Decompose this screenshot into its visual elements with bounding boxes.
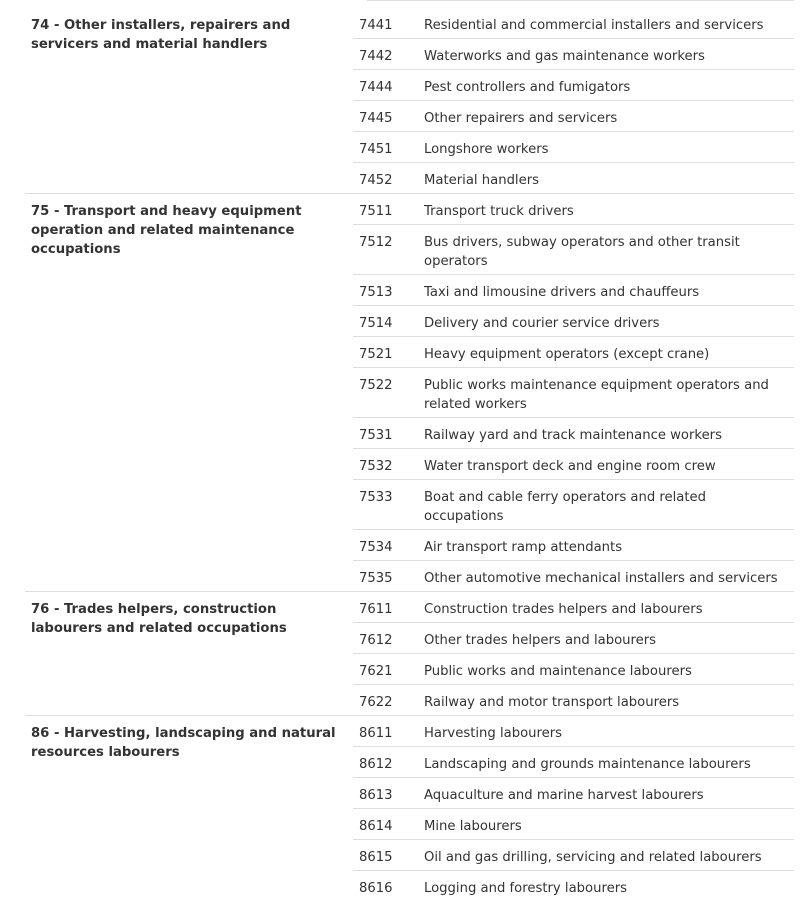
occupation-title: Other repairers and servicers [418,101,794,132]
occupation-code: 7611 [353,592,418,623]
occupation-table [25,8,794,901]
occupation-title: Heavy equipment operators (except crane) [418,337,794,368]
occupation-code: 8615 [353,840,418,871]
occupation-code: 7452 [353,163,418,194]
occupation-code: 7511 [353,194,418,225]
occupation-title: Water transport deck and engine room crew [418,449,794,480]
occupation-code: 7531 [353,418,418,449]
occupation-title: Other trades helpers and labourers [418,623,794,654]
occupation-title: Longshore workers [418,132,794,163]
occupation-code: 8611 [353,716,418,747]
occupation-title: Waterworks and gas maintenance workers [418,39,794,70]
occupation-title: Public works maintenance equipment operators and related workers [418,368,794,418]
occupation-code: 7444 [353,70,418,101]
occupation-title: Landscaping and grounds maintenance labourers [418,747,794,778]
table-row [25,592,794,623]
occupation-code: 8612 [353,747,418,778]
occupation-title: Other automotive mechanical installers and servicers [418,561,794,592]
occupation-code: 8613 [353,778,418,809]
occupation-title: Construction trades helpers and labourers [418,592,794,623]
occupation-code: 8614 [353,809,418,840]
occupation-code: 7534 [353,530,418,561]
occupation-title: Transport truck drivers [418,194,794,225]
occupation-code: 7521 [353,337,418,368]
occupation-title: Public works and maintenance labourers [418,654,794,685]
occupation-title: Material handlers [418,163,794,194]
occupation-title: Harvesting labourers [418,716,794,747]
occupation-code: 7442 [353,39,418,70]
occupation-code: 7445 [353,101,418,132]
occupation-code: 7513 [353,275,418,306]
occupation-title: Logging and forestry labourers [418,871,794,901]
occupation-title: Aquaculture and marine harvest labourers [418,778,794,809]
occupation-code: 7612 [353,623,418,654]
occupation-code: 7532 [353,449,418,480]
occupation-code: 7535 [353,561,418,592]
occupation-title: Delivery and courier service drivers [418,306,794,337]
occupation-code: 7441 [353,8,418,39]
occupation-title: Mine labourers [418,809,794,840]
occupation-code: 7512 [353,225,418,275]
occupation-title: Air transport ramp attendants [418,530,794,561]
table-row [25,194,794,225]
occupation-title: Railway yard and track maintenance workers [418,418,794,449]
occupation-table-body [25,8,794,901]
occupation-title: Taxi and limousine drivers and chauffeurs [418,275,794,306]
occupation-title: Bus drivers, subway operators and other transit operators [418,225,794,275]
occupation-code: 7621 [353,654,418,685]
group-label: 86 - Harvesting, landscaping and natural resources labourers [25,716,353,901]
occupation-title: Railway and motor transport labourers [418,685,794,716]
table-row [25,716,794,747]
occupation-code: 7514 [353,306,418,337]
occupation-code: 8616 [353,871,418,901]
table-top-border [367,0,794,1]
occupation-title: Residential and commercial installers and servicers [418,8,794,39]
table-row [25,8,794,39]
group-label: 76 - Trades helpers, construction labourers and related occupations [25,592,353,716]
occupation-title: Oil and gas drilling, servicing and related labourers [418,840,794,871]
occupation-code: 7533 [353,480,418,530]
occupation-code: 7622 [353,685,418,716]
occupation-code: 7522 [353,368,418,418]
occupation-title: Pest controllers and fumigators [418,70,794,101]
occupation-code: 7451 [353,132,418,163]
group-label: 74 - Other installers, repairers and servicers and material handlers [25,8,353,194]
occupation-title: Boat and cable ferry operators and related occupations [418,480,794,530]
group-label: 75 - Transport and heavy equipment operation and related maintenance occupations [25,194,353,592]
